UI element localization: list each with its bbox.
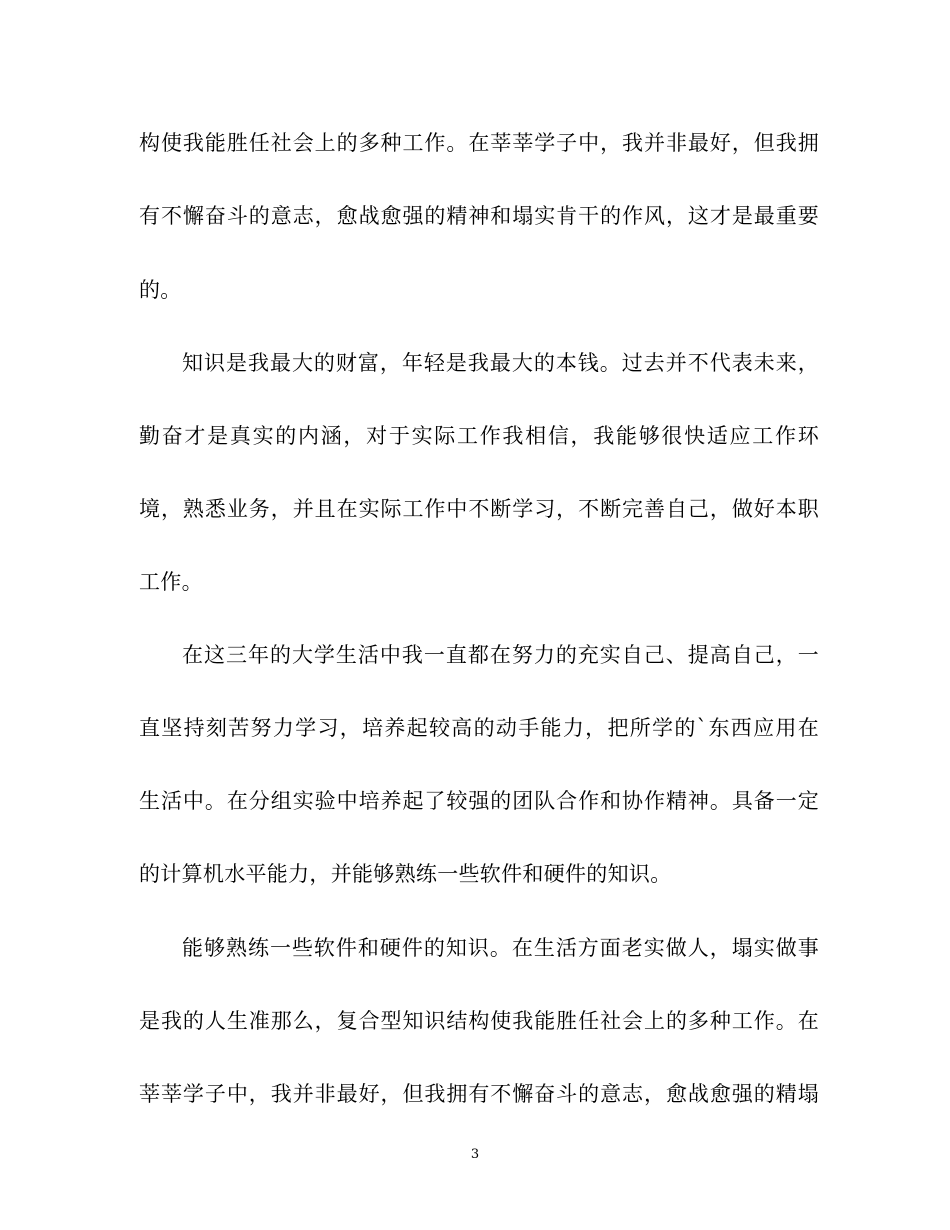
text-line: 知识是我最大的财富，年轻是我最大的本钱。过去并不代表未来， <box>182 351 819 375</box>
text-line: 直坚持刻苦努力学习，培养起较高的动手能力，把所学的`东西应用在 <box>139 716 819 740</box>
text-line: 能够熟练一些软件和硬件的知识。在生活方面老实做人，塌实做事 <box>182 936 819 960</box>
text-line: 境，熟悉业务，并且在实际工作中不断学习，不断完善自己，做好本职 <box>139 497 819 521</box>
text-line: 的。 <box>139 278 182 302</box>
page-number: 3 <box>470 1147 480 1162</box>
text-line: 勤奋才是真实的内涵，对于实际工作我相信，我能够很快适应工作环 <box>139 424 819 448</box>
text-line: 构使我能胜任社会上的多种工作。在莘莘学子中，我并非最好，但我拥 <box>139 131 819 155</box>
text-line: 是我的人生准那么，复合型知识结构使我能胜任社会上的多种工作。在 <box>139 1009 819 1033</box>
text-line: 生活中。在分组实验中培养起了较强的团队合作和协作精神。具备一定 <box>139 789 819 813</box>
text-line: 在这三年的大学生活中我一直都在努力的充实自己、提高自己，一 <box>182 643 819 667</box>
text-line: 的计算机水平能力，并能够熟练一些软件和硬件的知识。 <box>139 862 672 886</box>
text-line: 工作。 <box>139 570 203 594</box>
text-line: 莘莘学子中，我并非最好，但我拥有不懈奋斗的意志，愈战愈强的精塌 <box>139 1082 819 1106</box>
text-line: 有不懈奋斗的意志，愈战愈强的精神和塌实肯干的作风，这才是最重要 <box>139 204 819 228</box>
